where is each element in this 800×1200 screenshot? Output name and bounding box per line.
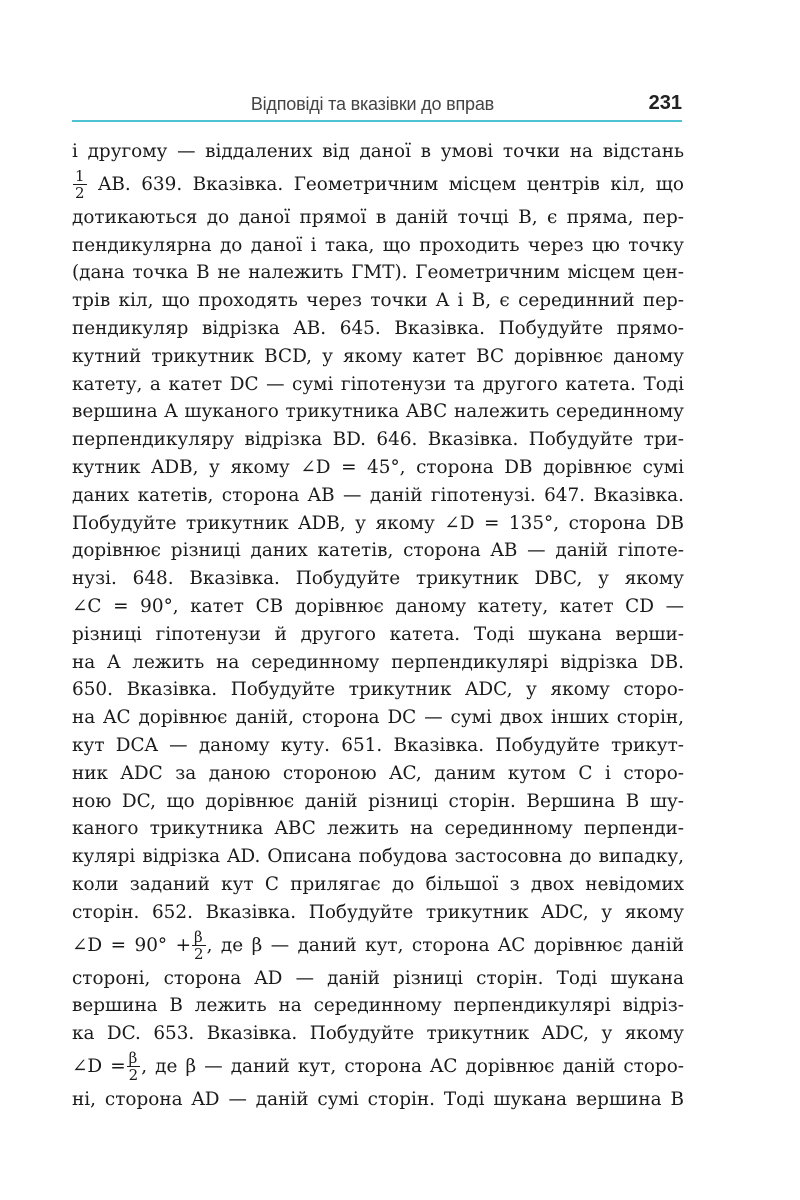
text-line: сторін. 652. Вказівка. Побудуйте трикутник ADC, у якому <box>72 901 684 923</box>
fraction <box>73 168 87 201</box>
text-line: кулярі відрізка AD. Описана побудова застосовна до випадку, <box>72 846 684 868</box>
text-line: ник ADC за даною стороною AC, даним кутом C і сторо- <box>72 762 684 784</box>
text-line: дотикаються до даної прямої в даній точці B, є пряма, пер- <box>72 206 684 228</box>
text-segment: , де β — даний кут, сторона AC дорівнює даній сторо- <box>141 1055 684 1077</box>
running-title: Відповіді та вказівки до вправ <box>250 94 494 114</box>
answers-text <box>72 138 684 1114</box>
text-line <box>72 1048 684 1086</box>
text-line: перпендикуляру відрізка BD. 646. Вказівка. Побудуйте три- <box>72 429 684 451</box>
text-line: різниці гіпотенузи й другого катета. Тоді шукана верши- <box>72 623 684 645</box>
fraction-denominator: 2 <box>75 184 85 203</box>
text-line: на A лежить на серединному перпендикулярі відрізка DB. <box>72 651 684 673</box>
text-line: кутний трикутник BCD, у якому катет BC дорівнює даному <box>72 345 684 367</box>
text-line <box>72 166 684 204</box>
text-line: трів кіл, що проходять через точки A і B, є серединний пер- <box>72 290 684 312</box>
fraction <box>192 929 206 962</box>
text-line: кут DCA — даному куту. 651. Вказівка. Побудуйте трикут- <box>72 734 684 756</box>
fraction-numerator: β <box>192 929 206 946</box>
text-line: нузі. 648. Вказівка. Побудуйте трикутник DBC, у якому <box>72 568 684 590</box>
text-segment: , де β — даний кут, сторона AC дорівнює даній <box>206 934 684 956</box>
fraction-denominator: 2 <box>194 945 204 964</box>
text-line: ною DC, що дорівнює даній різниці сторін. Вершина B шу- <box>72 790 684 812</box>
fraction <box>127 1050 141 1083</box>
text-line: на AC дорівнює даній, сторона DC — сумі двох інших сторін, <box>72 707 684 729</box>
text-line: пендикулярна до даної і така, що проходить через цю точку <box>72 234 684 256</box>
formula-angle-d: ∠D = <box>72 1055 126 1077</box>
fraction-numerator: β <box>127 1050 141 1067</box>
text-line: вершина A шуканого трикутника ABC належить серединному <box>72 401 684 423</box>
page-number: 231 <box>648 92 682 114</box>
header-rule <box>72 120 682 122</box>
page-header <box>72 88 682 122</box>
text-line: даних катетів, сторона AB — даній гіпотенузі. 647. Вказівка. <box>72 484 684 506</box>
text-line: пендикуляр відрізка AB. 645. Вказівка. Побудуйте прямо- <box>72 317 684 339</box>
text-line: стороні, сторона AD — даній різниці сторін. Тоді шукана <box>72 967 684 989</box>
text-line: ні, сторона AD — даній сумі сторін. Тоді шукана вершина B <box>72 1088 684 1110</box>
formula-angle-d: ∠D = 90° + <box>72 934 192 956</box>
text-line: ка DC. 653. Вказівка. Побудуйте трикутник ADC, у якому <box>72 1023 684 1045</box>
text-line: Побудуйте трикутник ADB, у якому ∠D = 135°, сторона DB <box>72 512 684 534</box>
fraction-denominator: 2 <box>128 1066 139 1085</box>
text-line: 650. Вказівка. Побудуйте трикутник ADC, у якому сторо- <box>72 679 684 701</box>
text-line: ∠C = 90°, катет CB дорівнює даному катету, катет CD — <box>72 595 684 617</box>
fraction-numerator: 1 <box>75 167 85 186</box>
text-line: (дана точка B не належить ГМТ). Геометричним місцем цен- <box>72 262 684 284</box>
text-line <box>72 927 684 965</box>
text-line: дорівнює різниці даних катетів, сторона AB — даній гіпоте- <box>72 540 684 562</box>
text-line: кутник ADB, у якому ∠D = 45°, сторона DB дорівнює сумі <box>72 456 684 478</box>
text-line: вершина B лежить на серединному перпендикулярі відріз- <box>72 995 684 1017</box>
text-line: і другому — віддалених від даної в умові точки на відстань <box>72 141 684 162</box>
text-segment: AB. 639. Вказівка. Геометричним місцем центрів кіл, що <box>98 173 684 195</box>
text-line: каного трикутника ABC лежить на серединному перпенди- <box>72 818 684 840</box>
text-line: коли заданий кут C прилягає до більшої з двох невідомих <box>72 873 684 895</box>
text-line: катету, а катет DC — сумі гіпотенузи та другого катета. Тоді <box>72 373 684 395</box>
